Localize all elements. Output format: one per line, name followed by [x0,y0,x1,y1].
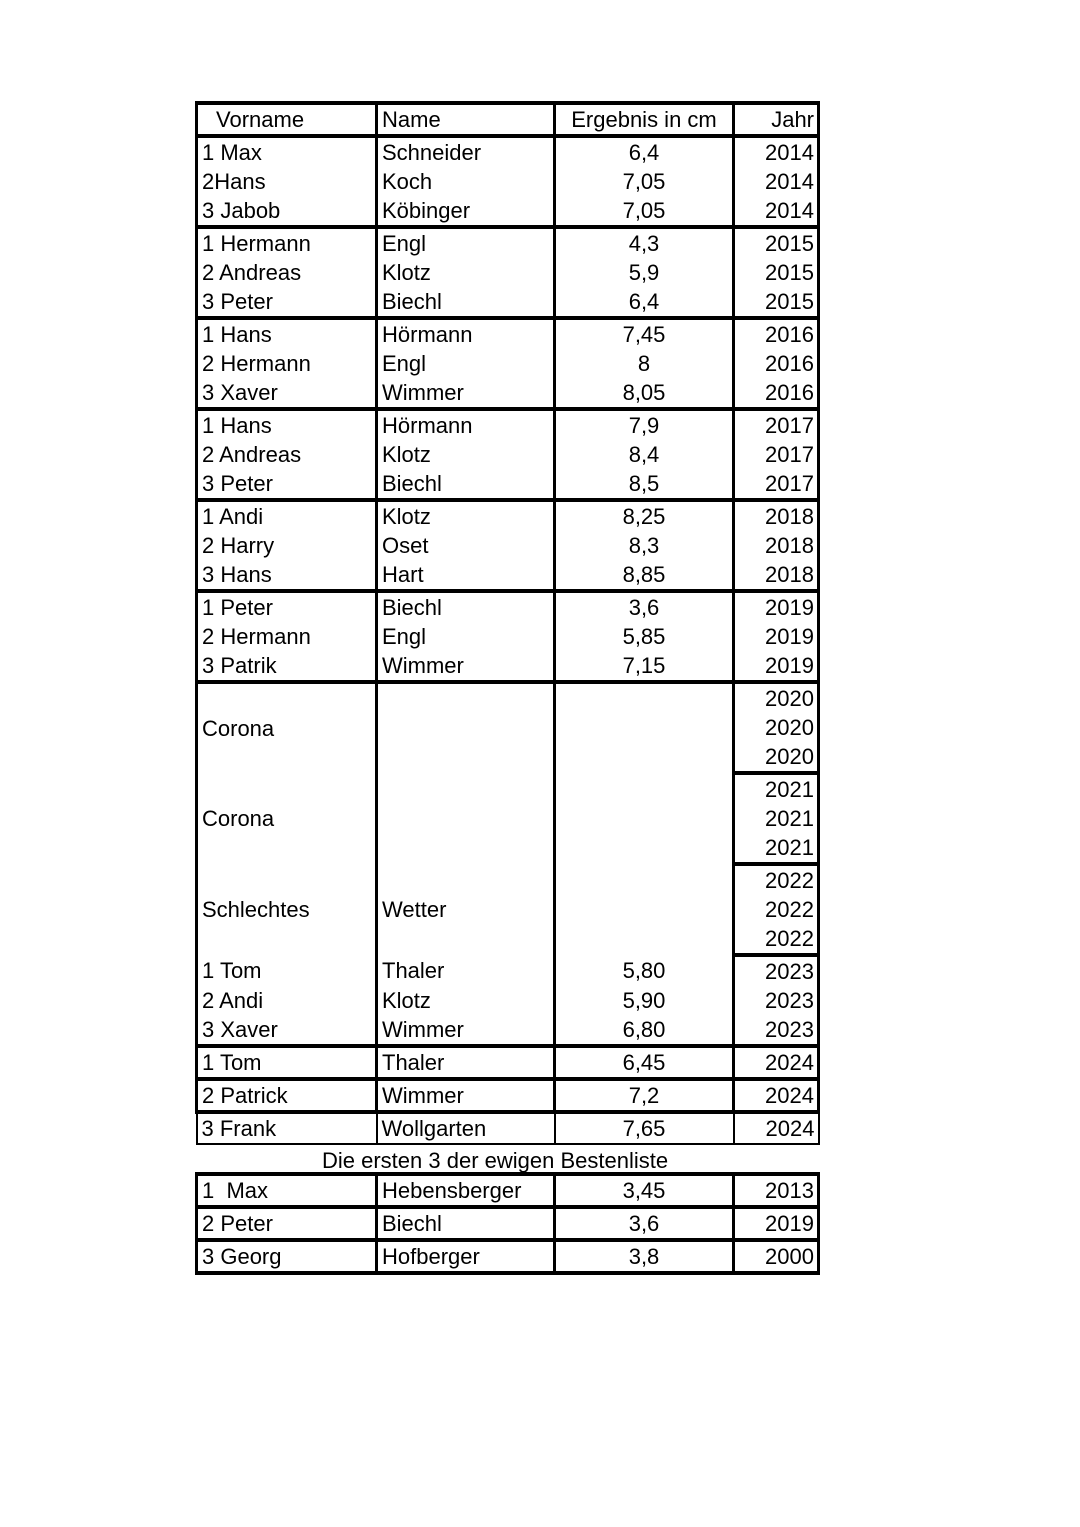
cell-ergebnis: 7,9 [555,409,734,440]
cell-ergebnis: 7,15 [555,651,734,682]
cell-vorname: 2 Andi [197,986,377,1015]
cell-name: Thaler [377,1046,555,1079]
cell-vorname: 2Hans [197,167,377,196]
table-row [197,167,819,196]
cell-jahr: 2018 [734,531,819,560]
cell-ergebnis: 6,80 [555,1015,734,1046]
cell-name: Klotz [377,440,555,469]
header-name: Name [377,103,555,136]
cell-ergebnis: 8,5 [555,469,734,500]
cell-vorname: 1 Max [197,1174,377,1207]
cell-vorname: 3 Hans [197,560,377,591]
cell-ergebnis: 4,3 [555,227,734,258]
cell-jahr: 2023 [734,955,819,986]
best-list-title: Die ersten 3 der ewigen Bestenliste [322,1148,669,1173]
table-row [197,1079,819,1112]
cell-vorname: 1 Hermann [197,227,377,258]
cell-name-wetter: Wetter [377,864,555,955]
cell-name: Wimmer [377,378,555,409]
best-row [197,1240,819,1273]
cell-ergebnis: 7,2 [555,1079,734,1112]
table-row [197,378,819,409]
cell-jahr: 2022 [734,864,819,895]
cell-jahr: 2022 [734,924,819,955]
cell-name: Wimmer [377,1015,555,1046]
cell-ergebnis: 8,25 [555,500,734,531]
cell-vorname-corona: Corona [197,773,377,864]
table-row [197,560,819,591]
cell-name: Thaler [377,955,555,986]
cell-name: Engl [377,622,555,651]
cell-vorname: 1 Tom [197,955,377,986]
cell-name: Klotz [377,986,555,1015]
cell-jahr: 2024 [734,1079,819,1112]
cell-jahr: 2013 [734,1174,819,1207]
cell-jahr: 2016 [734,378,819,409]
table-row [197,469,819,500]
cell-jahr: 2019 [734,622,819,651]
cell-jahr: 2023 [734,986,819,1015]
cell-vorname: 2 Harry [197,531,377,560]
cell-name: Oset [377,531,555,560]
cell-jahr: 2016 [734,349,819,378]
cell-ergebnis: 7,45 [555,318,734,349]
cell-vorname: 1 Hans [197,409,377,440]
cell-name: Biechl [377,287,555,318]
table-row [197,227,819,258]
cell-vorname: 2 Andreas [197,440,377,469]
cell-name: Schneider [377,136,555,167]
best-row [197,1174,819,1207]
cell-ergebnis: 8,05 [555,378,734,409]
cell-jahr: 2019 [734,1207,819,1240]
cell-name: Hart [377,560,555,591]
cell-ergebnis: 5,80 [555,955,734,986]
cell-ergebnis: 3,6 [555,1207,734,1240]
table-row [197,955,819,986]
cell-name: Engl [377,349,555,378]
cell-jahr: 2018 [734,560,819,591]
table-row [197,196,819,227]
best-list-table [195,1172,820,1275]
cell-vorname-schlechtes: Schlechtes [197,864,377,955]
cell-jahr: 2021 [734,833,819,864]
cell-jahr: 2021 [734,773,819,804]
table-row-2020 [197,682,819,713]
cell-vorname: 1 Andi [197,500,377,531]
table-row [197,622,819,651]
cell-name: Biechl [377,1207,555,1240]
cell-jahr: 2020 [734,742,819,773]
cell-jahr: 2000 [734,1240,819,1273]
cell-ergebnis: 5,90 [555,986,734,1015]
cell-jahr: 2019 [734,651,819,682]
cell-name: Hofberger [377,1240,555,1273]
table-row-2022 [197,864,819,895]
cell-name: Hörmann [377,409,555,440]
cell-vorname: 3 Xaver [197,1015,377,1046]
cell-name-empty [377,682,555,773]
cell-ergebnis: 7,65 [555,1112,734,1144]
cell-vorname: 3 Frank [197,1112,377,1144]
table-row [197,651,819,682]
cell-ergebnis: 8,4 [555,440,734,469]
cell-vorname: 3 Peter [197,469,377,500]
cell-vorname: 1 Max [197,136,377,167]
cell-name: Koch [377,167,555,196]
table-row [197,591,819,622]
cell-vorname-corona: Corona [197,682,377,773]
header-ergebnis: Ergebnis in cm [555,103,734,136]
cell-name: Biechl [377,469,555,500]
cell-ergebnis: 6,4 [555,136,734,167]
cell-jahr: 2015 [734,287,819,318]
cell-ergebnis-empty [555,773,734,864]
cell-vorname: 1 Hans [197,318,377,349]
results-table [195,101,820,1145]
cell-ergebnis-empty [555,864,734,955]
table-row [197,258,819,287]
cell-jahr: 2014 [734,196,819,227]
table-row [197,1015,819,1046]
cell-ergebnis: 6,4 [555,287,734,318]
cell-jahr: 2017 [734,469,819,500]
table-row [197,349,819,378]
cell-jahr: 2014 [734,136,819,167]
cell-vorname: 3 Patrik [197,651,377,682]
table-row [197,136,819,167]
cell-ergebnis: 8,3 [555,531,734,560]
cell-jahr: 2017 [734,440,819,469]
table-row-2021 [197,773,819,804]
cell-jahr: 2020 [734,713,819,742]
cell-ergebnis: 3,6 [555,591,734,622]
cell-jahr: 2014 [734,167,819,196]
header-vorname: Vorname [197,103,377,136]
cell-jahr: 2020 [734,682,819,713]
table-row [197,440,819,469]
best-row [197,1207,819,1240]
cell-vorname: 3 Jabob [197,196,377,227]
cell-jahr: 2021 [734,804,819,833]
cell-vorname: 2 Hermann [197,622,377,651]
cell-jahr: 2024 [734,1112,819,1144]
cell-ergebnis: 6,45 [555,1046,734,1079]
table-row [197,1112,819,1144]
cell-name: Engl [377,227,555,258]
cell-jahr: 2017 [734,409,819,440]
cell-ergebnis-empty [555,682,734,773]
cell-jahr: 2023 [734,1015,819,1046]
cell-jahr: 2022 [734,895,819,924]
cell-ergebnis: 7,05 [555,196,734,227]
table-row [197,318,819,349]
table-row [197,1046,819,1079]
header-jahr: Jahr [734,103,819,136]
cell-jahr: 2015 [734,258,819,287]
cell-ergebnis: 5,9 [555,258,734,287]
cell-vorname: 3 Peter [197,287,377,318]
cell-jahr: 2024 [734,1046,819,1079]
table-row [197,986,819,1015]
cell-vorname: 3 Xaver [197,378,377,409]
cell-vorname: 2 Andreas [197,258,377,287]
cell-name: Wimmer [377,651,555,682]
table-row [197,287,819,318]
cell-name: Hörmann [377,318,555,349]
cell-vorname: 1 Tom [197,1046,377,1079]
cell-jahr: 2019 [734,591,819,622]
cell-vorname: 2 Patrick [197,1079,377,1112]
cell-vorname: 1 Peter [197,591,377,622]
cell-name: Hebensberger [377,1174,555,1207]
cell-ergebnis: 5,85 [555,622,734,651]
cell-jahr: 2015 [734,227,819,258]
cell-ergebnis: 8 [555,349,734,378]
cell-name: Köbinger [377,196,555,227]
cell-name: Wollgarten [377,1112,555,1144]
cell-vorname: 3 Georg [197,1240,377,1273]
cell-name: Klotz [377,258,555,287]
table-row [197,531,819,560]
cell-name-empty [377,773,555,864]
table-row [197,500,819,531]
cell-name: Biechl [377,591,555,622]
cell-ergebnis: 3,45 [555,1174,734,1207]
table-row [197,409,819,440]
cell-ergebnis: 3,8 [555,1240,734,1273]
cell-name: Wimmer [377,1079,555,1112]
cell-name: Klotz [377,500,555,531]
cell-vorname: 2 Peter [197,1207,377,1240]
cell-ergebnis: 7,05 [555,167,734,196]
cell-jahr: 2018 [734,500,819,531]
cell-vorname: 2 Hermann [197,349,377,378]
header-row [197,103,819,136]
cell-ergebnis: 8,85 [555,560,734,591]
cell-jahr: 2016 [734,318,819,349]
